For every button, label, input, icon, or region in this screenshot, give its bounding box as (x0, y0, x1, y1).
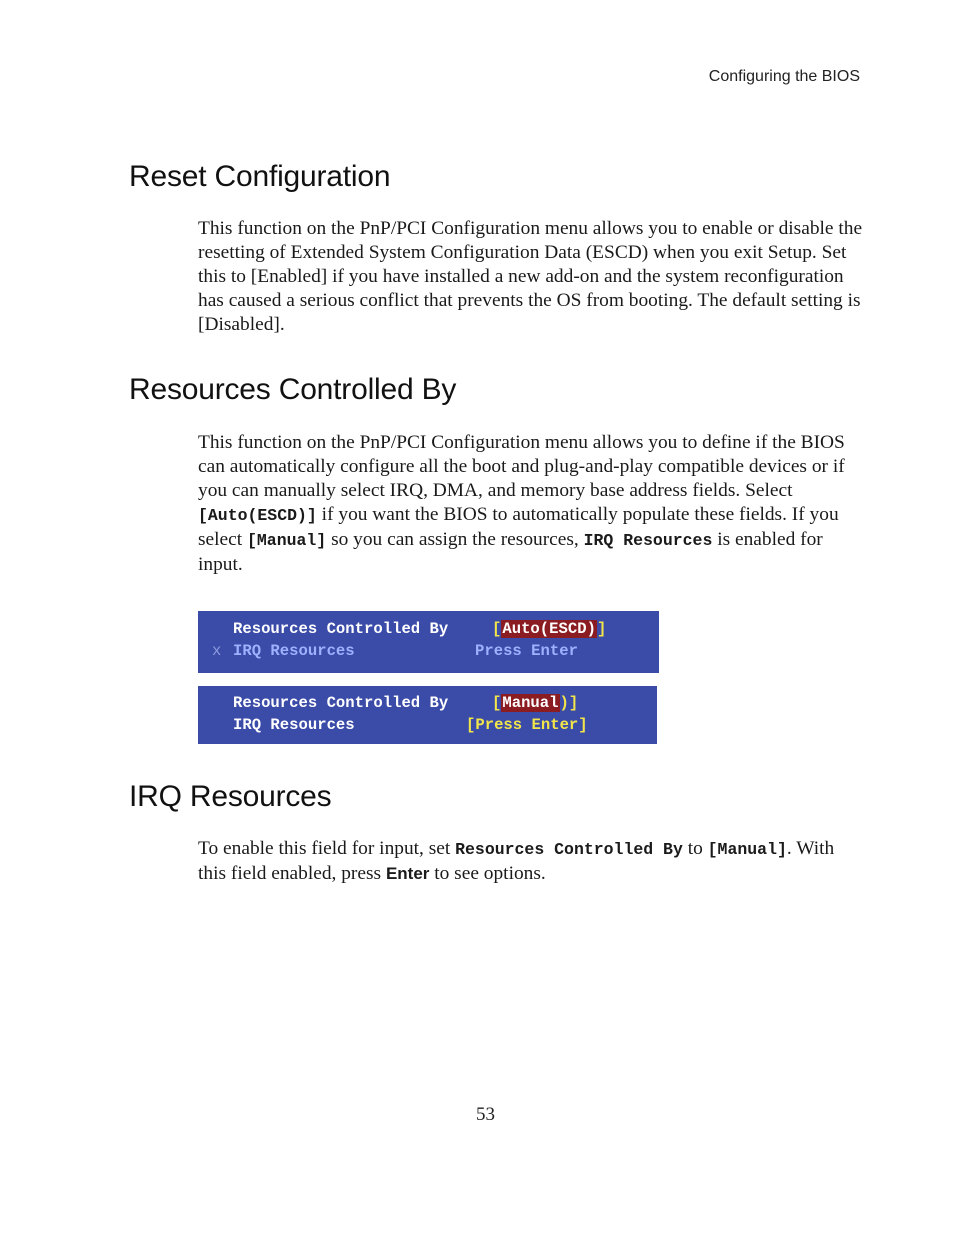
body-text: This function on the PnP/PCI Configuration menu allows you to define if the BIOS can automatically configure all the boot and plug-and-play compatible devices or if you can manually select IRQ, DMA, and memory base address fields. Select (198, 432, 845, 501)
bios-option-label: IRQ Resources (233, 642, 355, 660)
code-manual: [Manual] (707, 840, 787, 859)
bios-screen-auto (198, 611, 659, 673)
disabled-marker: x (212, 642, 222, 660)
body-text: so you can assign the resources, (326, 529, 584, 550)
bracket: [ (492, 620, 502, 638)
reset-configuration-body: This function on the PnP/PCI Configuration menu allows you to enable or disable the resetting of Extended System Configuration Data (ESCD) when you exit Setup. Set this to [Enabled] if you have installed a new add-on and the system reconfiguration has caused a serious conflict that prevents the OS from booting. The default setting is [Disabled]. (198, 218, 863, 335)
body-text: is enabled for input. (198, 529, 823, 575)
body-text: to (682, 838, 708, 859)
body-text: to see options. (429, 863, 546, 884)
selected-value-highlight: Manual (502, 694, 559, 712)
selected-value-highlight: Auto(ESCD) (502, 620, 596, 638)
bios-screen-manual (198, 686, 657, 744)
bios-row-resources-controlled-by[interactable] (198, 619, 659, 639)
running-header: Configuring the BIOS (708, 68, 860, 85)
bios-row-irq-resources[interactable] (198, 715, 657, 735)
bios-option-label: Resources Controlled By (233, 620, 449, 638)
body-text: if you want the BIOS to automatically populate these fields. If you select (198, 504, 839, 550)
page-number: 53 (476, 1104, 495, 1125)
bios-option-value: Press Enter (475, 642, 578, 660)
resources-controlled-by-body (198, 431, 863, 577)
body-text: . With this field enabled, press (198, 838, 835, 884)
bios-option-value[interactable]: [Press Enter] (466, 716, 588, 734)
bracket: )] (559, 694, 579, 712)
body-text: To enable this field for input, set (198, 838, 456, 859)
section-title-irq-resources: IRQ Resources (129, 780, 332, 813)
bios-row-resources-controlled-by[interactable] (198, 693, 657, 713)
bios-option-label: IRQ Resources (233, 716, 355, 734)
bios-option-value[interactable] (492, 693, 578, 713)
bracket: ] (596, 620, 607, 638)
bios-option-label: Resources Controlled By (233, 694, 449, 712)
code-auto-escd: [Auto(ESCD)] (198, 506, 317, 525)
section-title-reset-configuration: Reset Configuration (129, 160, 391, 193)
bracket: [ (492, 694, 502, 712)
bios-row-irq-resources (198, 641, 659, 661)
irq-resources-body (198, 837, 863, 886)
code-resources-controlled-by: Resources Controlled By (455, 840, 683, 859)
key-enter: Enter (385, 864, 430, 883)
bios-option-value[interactable] (492, 619, 606, 639)
section-title-resources-controlled-by: Resources Controlled By (129, 373, 457, 406)
code-manual: [Manual] (247, 531, 327, 550)
code-irq-resources: IRQ Resources (583, 531, 713, 550)
